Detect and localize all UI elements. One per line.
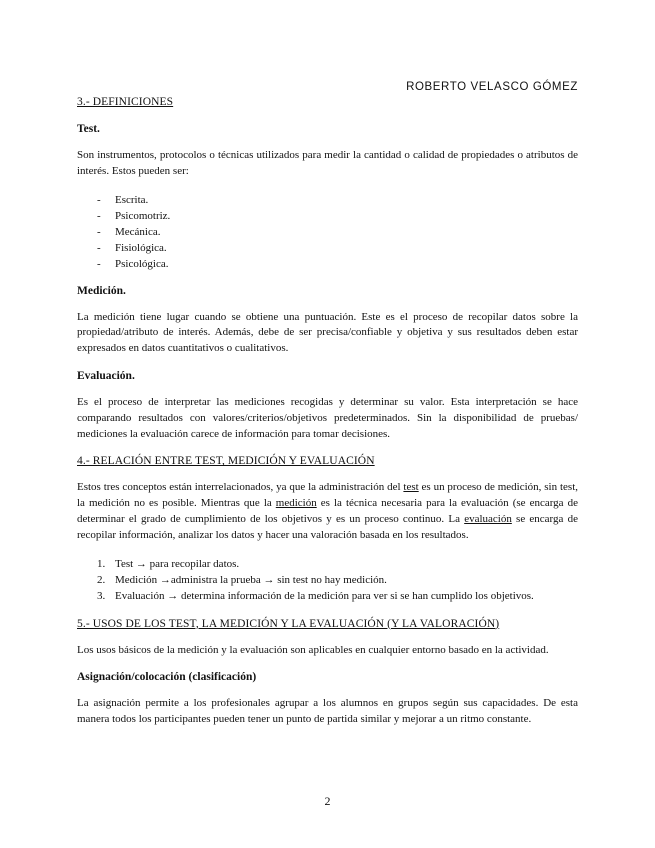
- list-item-number: 1.: [97, 557, 106, 570]
- relacion-numbered-list: [77, 556, 578, 604]
- term-asignacion: Asignación/colocación (clasificación): [77, 671, 257, 684]
- relacion-text-1: Estos tres conceptos están interrelacionados, ya que la administración del: [77, 481, 404, 494]
- section-title-relacion: 4.- RELACIÓN ENTRE TEST, MEDICIÓN Y EVALUACIÓN: [77, 455, 375, 468]
- list-item: [77, 588, 578, 604]
- list-item: - Psicomotriz.: [77, 208, 578, 224]
- section-title-usos: 5.- USOS DE LOS TEST, LA MEDICIÓN Y LA EVALUACIÓN (Y LA VALORACIÓN): [77, 617, 500, 630]
- page-content: [77, 94, 578, 728]
- list-item: - Psicológica.: [77, 256, 578, 272]
- list-item-text: Test → para recopilar datos.: [115, 557, 240, 570]
- list-item-text: Evaluación → determina información de la medición para ver si se han cumplido los objetivos.: [115, 589, 534, 602]
- list-item-text: Medición →administra la prueba → sin test no hay medición.: [115, 573, 387, 586]
- header-author: ROBERTO VELASCO GÓMEZ: [406, 81, 578, 93]
- keyword-medicion: medición: [275, 497, 317, 510]
- section-title-definiciones: 3.- DEFINICIONES: [77, 96, 174, 108]
- list-item: - Mecánica.: [77, 224, 578, 240]
- keyword-test: test: [403, 481, 419, 494]
- asignacion-definition: La asignación permite a los profesionales agrupar a los alumnos en grupos según sus capacidades. De esta manera todos los participantes pueden tener un punto de partida similar y mejorar a un ritmo constante.: [77, 697, 578, 726]
- keyword-evaluacion: evaluación: [464, 512, 512, 525]
- test-definition: Son instrumentos, protocolos o técnicas utilizados para medir la cantidad o calidad de propiedades o atributos de interés. Estos pueden ser:: [77, 149, 578, 177]
- test-types-list: [77, 192, 578, 272]
- list-item: [77, 572, 578, 588]
- relacion-paragraph: [77, 480, 578, 543]
- list-item-number: 3.: [97, 589, 106, 602]
- term-medicion: Medición.: [77, 284, 126, 297]
- list-item-number: 2.: [97, 573, 106, 586]
- usos-intro: Los usos básicos de la medición y la evaluación son aplicables en cualquier entorno basado en la actividad.: [77, 643, 549, 656]
- term-test: Test.: [77, 123, 100, 135]
- relacion-text-2: es un proceso de medición, sin test, la medición no es posible. Mientras que la: [77, 481, 578, 510]
- medicion-definition: La medición tiene lugar cuando se obtiene una puntuación. Este es el proceso de recopilar datos sobre la propiedad/atributo de interés. Además, debe de ser precisa/confiable y objetiva y sus resultados deben estar expresados en datos cuantitativos o cualitativos.: [77, 310, 578, 355]
- list-item: - Fisiológica.: [77, 240, 578, 256]
- term-evaluacion: Evaluación.: [77, 369, 135, 382]
- evaluacion-definition: Es el proceso de interpretar las mediciones recogidas y determinar su valor. Esta interpretación se hace comparando resultados con valores/criterios/objetivos predeterminados. Sin la disponibilidad de pruebas/ mediciones la evaluación carece de información para tomar decisiones.: [77, 395, 578, 440]
- list-item: - Escrita.: [77, 192, 578, 208]
- relacion-text-3: es la técnica necesaria para la evaluación (se encarga de determinar el grado de cumplimiento de los objetivos y es un proceso continuo. La: [77, 497, 578, 525]
- relacion-text-4: se encarga de recopilar información, analizar los datos y hacer una valoración basada en los resultados.: [77, 512, 578, 541]
- list-item: [77, 556, 578, 572]
- page-number: 2: [324, 794, 331, 808]
